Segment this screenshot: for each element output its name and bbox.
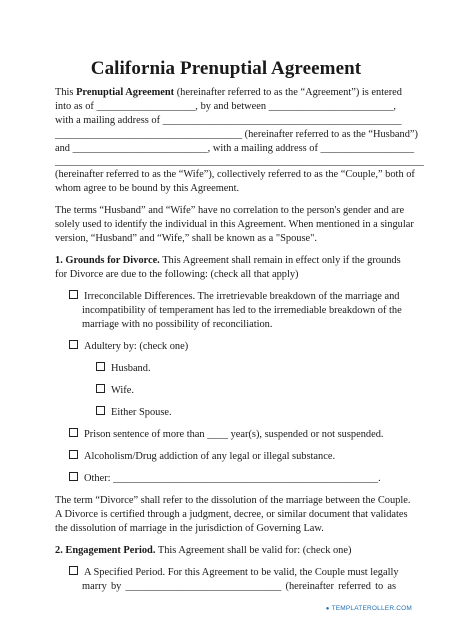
intro-text: (hereinafter referred to as the “Agreement”) is entered	[174, 87, 402, 98]
checkbox[interactable]	[96, 362, 105, 371]
option-irreconcilable-line-2: incompatibility of temperament has led to the irremediable breakdown of the	[82, 305, 402, 316]
option-prison	[69, 428, 384, 442]
option-label: Adultery by: (check one)	[84, 341, 189, 352]
intro-line-2: into as of ___________________, by and between ________________________,	[55, 101, 396, 112]
option-label: Alcoholism/Drug addiction of any legal or illegal substance.	[84, 451, 336, 462]
checkbox[interactable]	[69, 290, 78, 299]
footer-link[interactable]	[326, 605, 412, 612]
option-label: Husband.	[111, 363, 151, 374]
section-1-text: This Agreement shall remain in effect only if the grounds	[159, 255, 401, 266]
checkbox[interactable]	[69, 566, 78, 575]
globe-icon: ●	[325, 606, 330, 612]
checkbox[interactable]	[69, 428, 78, 437]
option-irreconcilable-line-3: marriage with no possibility of reconciliation.	[82, 319, 273, 330]
option-label: Wife.	[111, 385, 134, 396]
option-irreconcilable	[69, 290, 400, 304]
option-specified-period	[69, 566, 399, 580]
terms-line-1: The terms “Husband” and “Wife” have no correlation to the person's gender and are	[55, 205, 405, 216]
section-1-heading: 1. Grounds for Divorce.	[55, 255, 160, 266]
terms-line-3: version, “Husband” and “Wife,” shall be known as a "Spouse".	[55, 233, 317, 244]
section-2-text: This Agreement shall be valid for: (check one)	[155, 545, 352, 556]
intro-line-6: _______________________________________________________________________	[55, 156, 424, 167]
section-2-heading: 2. Engagement Period.	[55, 545, 156, 556]
intro-line-7: (hereinafter referred to as the “Wife”), collectively referred to as the “Couple,” both of	[55, 169, 415, 180]
intro-text: This	[55, 87, 77, 98]
intro-line-4: ____________________________________ (hereinafter referred to as the “Husband”)	[55, 129, 418, 140]
intro-line-8: whom agree to be bound by this Agreement.	[55, 183, 240, 194]
intro-line-1	[55, 86, 402, 100]
footer-text: TEMPLATEROLLER.COM	[331, 605, 412, 612]
option-label: A Specified Period. For this Agreement to be valid, the Couple must legally	[84, 567, 399, 578]
option-label: Irreconcilable Differences. The irretrievable breakdown of the marriage and	[84, 291, 400, 302]
document-title: California Prenuptial Agreement	[90, 58, 362, 79]
divorce-def-line-2: A Divorce is certified through a judgment, decree, or similar document that validates	[55, 509, 408, 520]
checkbox[interactable]	[96, 406, 105, 415]
intro-line-3: with a mailing address of ______________________________________________	[55, 115, 402, 126]
section-1-line-2: for Divorce are due to the following: (check all that apply)	[55, 269, 299, 280]
agreement-name: Prenuptial Agreement	[76, 87, 175, 98]
terms-line-2: solely used to identify the individual in this Agreement. When mentioned in a singular	[55, 219, 414, 230]
checkbox[interactable]	[69, 472, 78, 481]
option-specified-period-line-2: marry by ______________________________ (hereinafter referred to as	[82, 581, 396, 592]
checkbox[interactable]	[69, 340, 78, 349]
option-other	[69, 472, 381, 486]
option-alcohol	[69, 450, 335, 464]
checkbox[interactable]	[69, 450, 78, 459]
checkbox[interactable]	[96, 384, 105, 393]
option-adultery-husband	[96, 362, 151, 376]
option-adultery-wife	[96, 384, 134, 398]
option-adultery	[69, 340, 188, 354]
divorce-def-line-1: The term “Divorce” shall refer to the dissolution of the marriage between the Couple.	[55, 495, 411, 506]
option-adultery-either	[96, 406, 172, 420]
option-label: Either Spouse.	[111, 407, 172, 418]
option-label: Prison sentence of more than ____ year(s), suspended or not suspended.	[84, 429, 384, 440]
section-2-line-1	[55, 544, 351, 558]
section-1-line-1	[55, 254, 401, 268]
option-label: Other: ___________________________________________________.	[84, 473, 381, 484]
intro-line-5: and __________________________, with a mailing address of __________________	[55, 143, 415, 154]
divorce-def-line-3: the dissolution of marriage in the jurisdiction of Governing Law.	[55, 523, 324, 534]
